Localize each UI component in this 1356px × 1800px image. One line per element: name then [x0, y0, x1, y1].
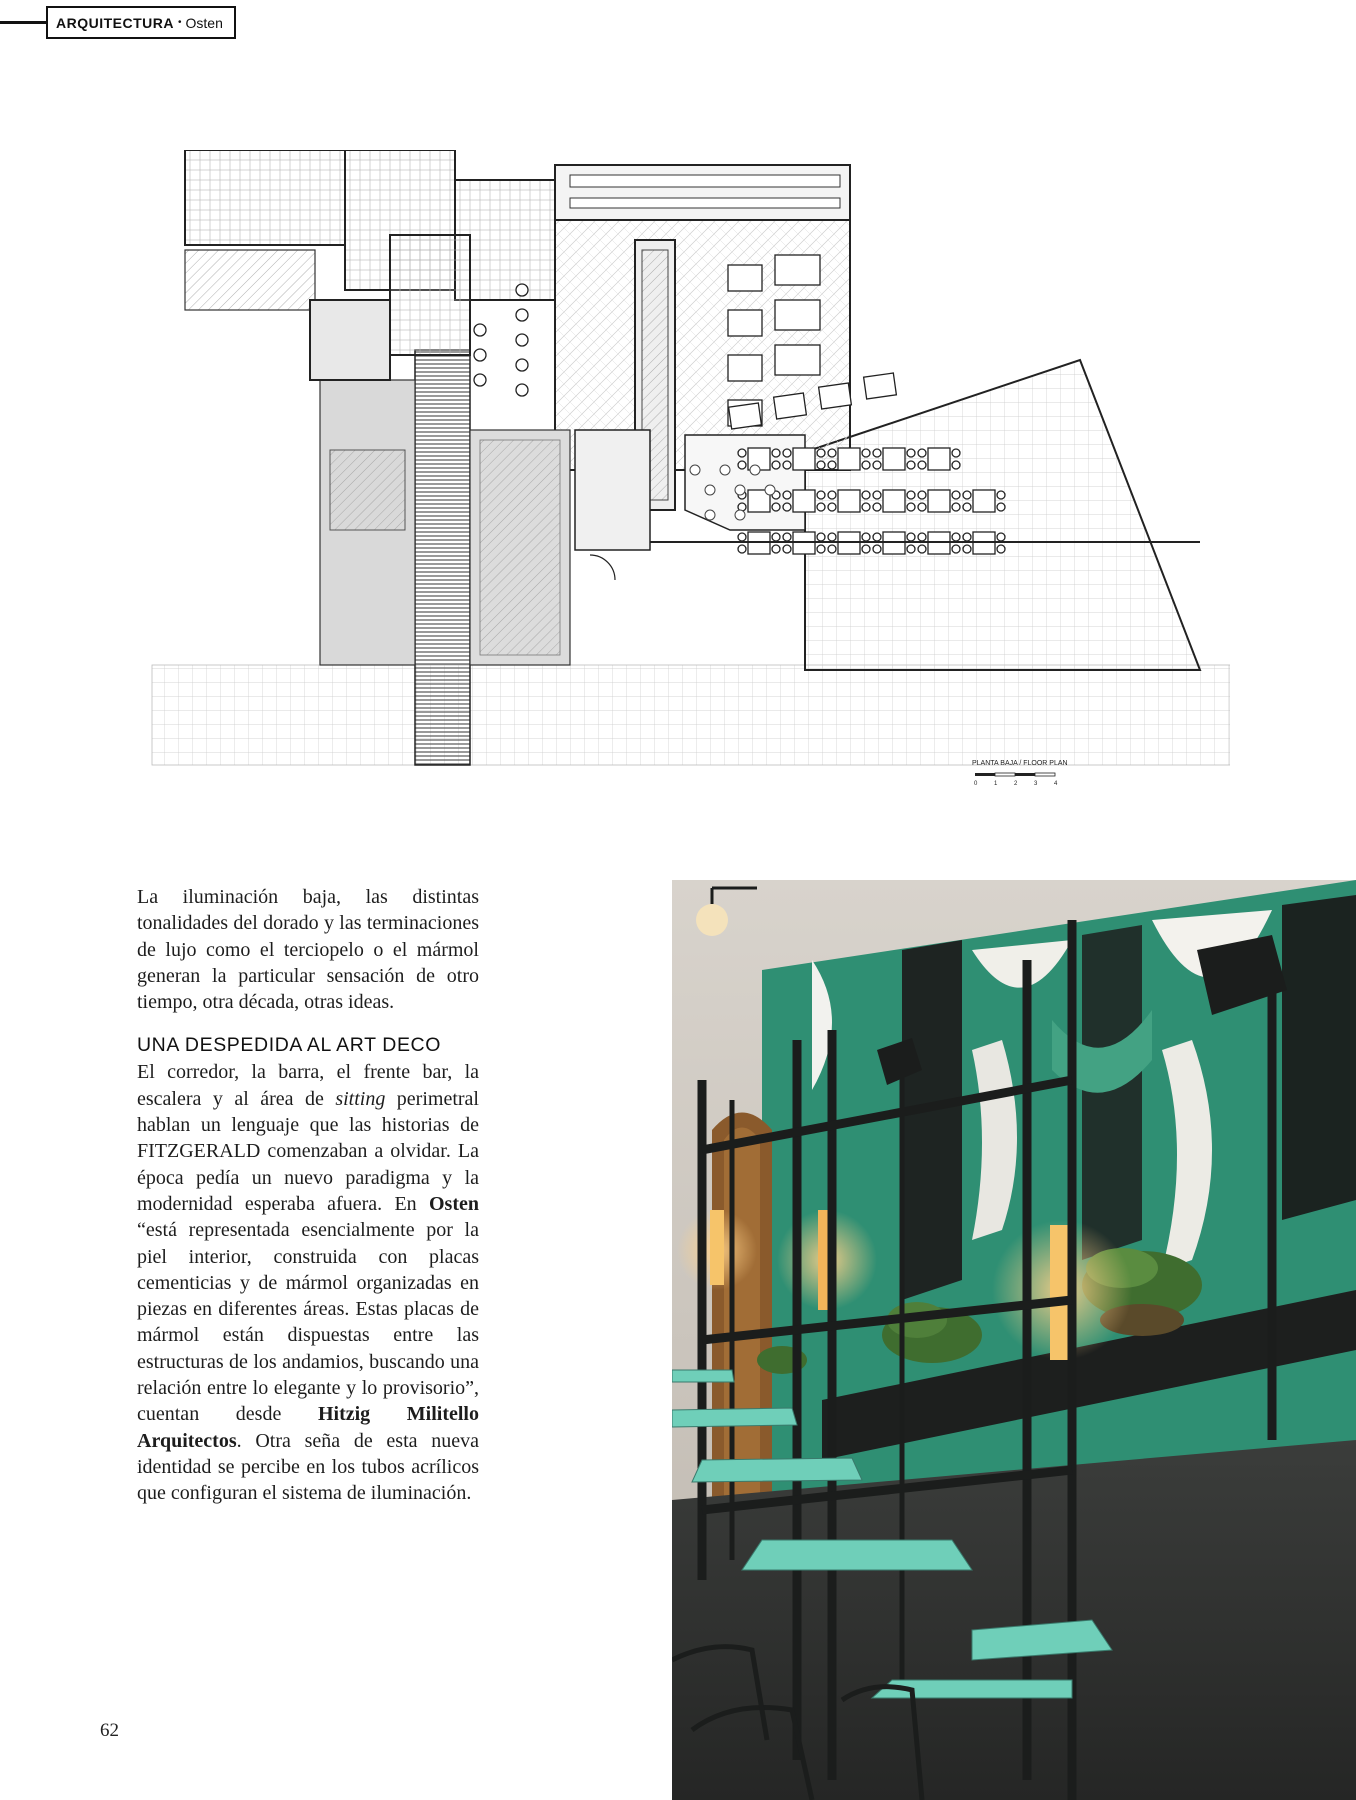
- plan-label: PLANTA BAJA / FLOOR PLAN: [972, 760, 1068, 767]
- scale-tick-4: 4: [1054, 781, 1058, 787]
- intro-paragraph: La iluminación baja, las distintas tonalidades del dorado y las terminaciones de lujo como el terciopelo o el mármol generan la particular sensación de otro tiempo, otra década, otras ideas.: [137, 886, 479, 1014]
- header-rule: [0, 21, 48, 24]
- scale-tick-3: 3: [1034, 781, 1038, 787]
- scale-tick-0: 0: [974, 781, 978, 787]
- floor-plan: [150, 150, 1230, 810]
- section-heading: UNA DESPEDIDA AL ART DECO: [137, 1034, 441, 1057]
- body-bold-architects: Hitzig Militello Arquitectos: [137, 1403, 479, 1452]
- terrace-photo: [672, 880, 1356, 1800]
- section-subject: Osten: [185, 14, 223, 31]
- article-column: [137, 884, 479, 1507]
- body-text-2: perimetral hablan un lenguaje que las historias de FITZGERALD comenzaban a olvidar. La época pedía un nuevo paradigma y la modernidad esperaba afuera. En: [137, 1087, 479, 1215]
- body-text-1: El corredor, la barra, el frente bar, la escalera y al área de: [137, 1061, 479, 1110]
- body-paragraph: [137, 1059, 479, 1506]
- page-number: 62: [100, 1720, 119, 1741]
- scale-tick-2: 2: [1014, 781, 1018, 787]
- body-italic-sitting: sitting: [335, 1087, 386, 1110]
- body-bold-osten: Osten: [429, 1192, 479, 1215]
- section-separator: •: [178, 17, 182, 28]
- body-text-3: “está representada esencialmente por la piel interior, construida con placas cementicias y de mármol organizadas en piezas en diferentes áreas. Estas placas de mármol están dispuestas entre las estructuras de los andamios, buscando una relación entre lo elegante y lo provisorio”, cuentan desde: [137, 1219, 479, 1426]
- body-text-4: . Otra seña de esta nueva identidad se percibe en los tubos acrílicos que configuran el sistema de iluminación.: [137, 1429, 479, 1505]
- section-tag: [46, 6, 236, 39]
- section-name: ARQUITECTURA: [56, 14, 174, 31]
- scale-tick-1: 1: [994, 781, 998, 787]
